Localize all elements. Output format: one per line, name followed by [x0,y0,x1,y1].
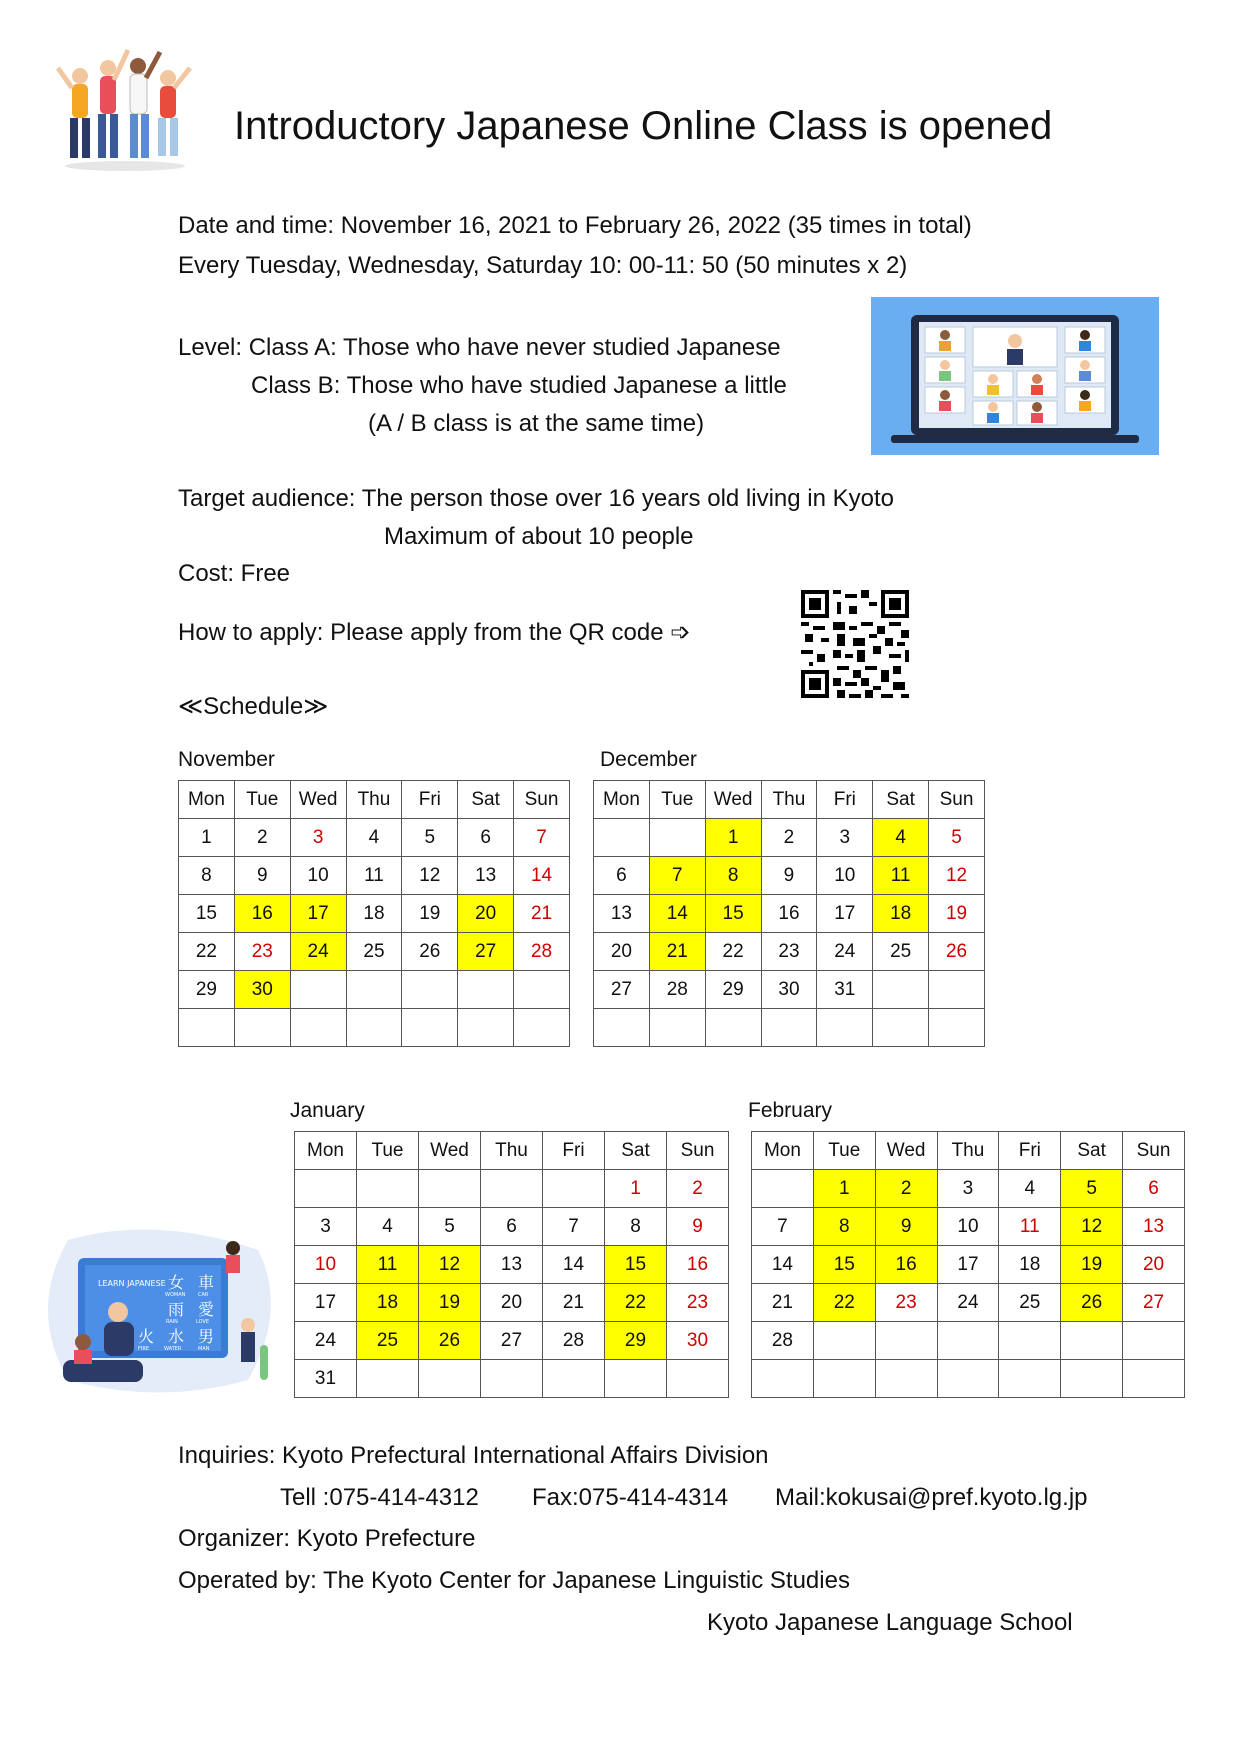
calendar-empty-cell [458,1009,514,1047]
calendar-day: 15 [179,895,235,933]
cost-text: Cost: Free [178,560,291,587]
weekday-header: Mon [295,1132,357,1170]
weekday-header: Mon [594,781,650,819]
calendar-empty-cell [234,1009,290,1047]
calendar-day: 7 [752,1208,814,1246]
weekday-header: Sun [514,781,570,819]
calendar-day: 10 [937,1208,999,1246]
svg-text:CAR: CAR [198,1292,209,1298]
calendar-empty-cell [929,1009,985,1047]
calendar-day: 20 [594,933,650,971]
calendar-empty-cell [705,1009,761,1047]
calendar-november [178,780,570,1047]
calendar-empty-cell [817,1009,873,1047]
calendar-day: 22 [605,1284,667,1322]
target-audience-text: Target audience: The person those over 16 years old living in Kyoto [178,485,894,512]
calendar-week-row [594,933,985,971]
calendar-week-row [295,1208,729,1246]
schedule-heading: ≪Schedule≫ [178,693,329,720]
calendar-day: 6 [481,1208,543,1246]
svg-text:MAN: MAN [198,1346,210,1352]
organizer-text: Organizer: Kyoto Prefecture [178,1525,476,1552]
level-class-a-text: Level: Class A: Those who have never studied Japanese [178,334,781,361]
calendar-week-row [752,1208,1185,1246]
calendar-day: 3 [817,819,873,857]
calendar-day: 16 [761,895,817,933]
calendar-day: 20 [1123,1246,1185,1284]
calendar-empty-cell [346,971,402,1009]
calendar-day: 13 [481,1246,543,1284]
calendar-day: 29 [605,1322,667,1360]
calendar-empty-cell [402,1009,458,1047]
weekday-header: Sun [1123,1132,1185,1170]
page-title: Introductory Japanese Online Class is opened [234,104,1053,148]
calendar-day: 18 [999,1246,1061,1284]
weekday-header: Thu [937,1132,999,1170]
calendar-day: 20 [458,895,514,933]
calendar-day: 5 [402,819,458,857]
calendar-week-row [752,1284,1185,1322]
calendar-day: 18 [357,1284,419,1322]
calendar-day: 27 [481,1322,543,1360]
calendar-day: 12 [1061,1208,1123,1246]
school-name-text: Kyoto Japanese Language School [707,1609,1073,1636]
calendar-day: 8 [813,1208,875,1246]
calendar-day: 12 [402,857,458,895]
calendar-day: 16 [234,895,290,933]
calendar-day: 11 [873,857,929,895]
calendar-day: 21 [543,1284,605,1322]
month-label-february: February [748,1099,833,1122]
calendar-day: 17 [937,1246,999,1284]
calendar-week-row [594,857,985,895]
calendar-day: 24 [295,1322,357,1360]
mail-link[interactable]: Mail:kokusai@pref.kyoto.lg.jp [775,1484,1088,1511]
calendar-empty-cell [649,1009,705,1047]
weekday-header: Sat [873,781,929,819]
calendar-empty-cell [481,1170,543,1208]
calendar-day: 14 [543,1246,605,1284]
calendar-day: 1 [179,819,235,857]
svg-text:WOMAN: WOMAN [165,1292,186,1298]
calendar-empty-cell [761,1009,817,1047]
calendar-day: 28 [543,1322,605,1360]
calendar-empty-cell [752,1360,814,1398]
weekday-header: Tue [813,1132,875,1170]
calendar-day: 17 [295,1284,357,1322]
calendar-day: 3 [295,1208,357,1246]
calendar-day: 21 [752,1284,814,1322]
svg-text:車: 車 [198,1273,215,1292]
calendar-day: 26 [402,933,458,971]
calendar-day: 5 [929,819,985,857]
weekday-header: Mon [752,1132,814,1170]
calendar-day: 26 [929,933,985,971]
calendar-empty-cell [514,1009,570,1047]
calendar-day: 25 [357,1322,419,1360]
calendar-empty-cell [873,1009,929,1047]
calendar-week-row [752,1246,1185,1284]
calendar-day: 14 [752,1246,814,1284]
svg-text:男: 男 [198,1327,215,1346]
calendar-week-row [179,895,570,933]
calendar-day: 28 [649,971,705,1009]
calendar-week-row [179,933,570,971]
calendar-day: 22 [705,933,761,971]
calendar-empty-cell [752,1170,814,1208]
date-time-text: Date and time: November 16, 2021 to February 26, 2022 (35 times in total) [178,212,972,239]
calendar-empty-cell [1061,1360,1123,1398]
calendar-day: 4 [873,819,929,857]
calendar-day: 30 [761,971,817,1009]
fax-text: Fax:075-414-4314 [532,1484,729,1511]
laptop-video-call-illustration [871,297,1159,455]
calendar-empty-cell [1123,1322,1185,1360]
calendar-empty-cell [813,1360,875,1398]
calendar-day: 2 [667,1170,729,1208]
weekday-header: Fri [999,1132,1061,1170]
level-note-text: (A / B class is at the same time) [368,410,705,437]
calendar-day: 19 [402,895,458,933]
weekday-header: Wed [705,781,761,819]
calendar-february [751,1131,1185,1398]
calendar-week-row [752,1360,1185,1398]
svg-text:FIRE: FIRE [138,1346,149,1352]
calendar-day: 19 [929,895,985,933]
calendar-day: 13 [458,857,514,895]
inquiries-text: Inquiries: Kyoto Prefectural International Affairs Division [178,1442,769,1469]
calendar-day: 24 [290,933,346,971]
calendar-day: 18 [873,895,929,933]
calendar-empty-cell [514,971,570,1009]
svg-text:雨: 雨 [168,1300,185,1319]
month-label-december: December [600,748,697,771]
calendar-day: 25 [346,933,402,971]
calendar-empty-cell [290,971,346,1009]
calendar-empty-cell [929,971,985,1009]
weekday-header: Thu [761,781,817,819]
calendar-day: 14 [649,895,705,933]
calendar-day: 30 [234,971,290,1009]
svg-text:RAIN: RAIN [166,1319,178,1325]
calendar-december [593,780,985,1047]
calendar-empty-cell [290,1009,346,1047]
weekday-header: Tue [234,781,290,819]
weekday-header: Tue [649,781,705,819]
calendar-day: 10 [295,1246,357,1284]
calendar-week-row [295,1360,729,1398]
calendar-empty-cell [458,971,514,1009]
group-people-illustration [50,38,200,173]
calendar-day: 7 [649,857,705,895]
calendar-day: 23 [234,933,290,971]
calendar-day: 24 [817,933,873,971]
calendar-week-row [594,1009,985,1047]
how-to-apply-text: How to apply: Please apply from the QR code ➩ [178,619,691,646]
calendar-day: 16 [667,1246,729,1284]
calendar-day: 18 [346,895,402,933]
calendar-day: 19 [419,1284,481,1322]
calendar-day: 31 [817,971,873,1009]
calendar-day: 31 [295,1360,357,1398]
calendar-empty-cell [594,819,650,857]
calendar-empty-cell [1123,1360,1185,1398]
calendar-day: 15 [813,1246,875,1284]
calendar-week-row [594,895,985,933]
calendar-day: 12 [419,1246,481,1284]
calendar-day: 11 [999,1208,1061,1246]
calendar-empty-cell [937,1322,999,1360]
calendar-day: 7 [514,819,570,857]
calendar-week-row [295,1170,729,1208]
calendar-day: 20 [481,1284,543,1322]
calendar-day: 17 [817,895,873,933]
calendar-day: 9 [875,1208,937,1246]
calendar-empty-cell [543,1360,605,1398]
calendar-empty-cell [813,1322,875,1360]
calendar-day: 25 [999,1284,1061,1322]
calendar-day: 25 [873,933,929,971]
calendar-day: 1 [605,1170,667,1208]
calendar-week-row [594,971,985,1009]
calendar-empty-cell [481,1360,543,1398]
calendar-day: 21 [514,895,570,933]
weekday-header: Fri [817,781,873,819]
svg-text:女: 女 [168,1273,185,1292]
calendar-day: 26 [419,1322,481,1360]
calendar-week-row [179,857,570,895]
weekday-header: Sat [1061,1132,1123,1170]
calendar-week-row [594,819,985,857]
calendar-day: 7 [543,1208,605,1246]
schedule-days-text: Every Tuesday, Wednesday, Saturday 10: 00-11: 50 (50 minutes x 2) [178,252,908,279]
weekday-header: Wed [875,1132,937,1170]
weekday-header: Sun [667,1132,729,1170]
svg-text:火: 火 [138,1327,155,1346]
calendar-day: 23 [761,933,817,971]
svg-text:水: 水 [168,1327,185,1346]
weekday-header: Sun [929,781,985,819]
calendar-day: 10 [817,857,873,895]
calendar-day: 4 [346,819,402,857]
weekday-header: Wed [290,781,346,819]
weekday-header: Fri [402,781,458,819]
weekday-header: Thu [346,781,402,819]
calendar-day: 28 [752,1322,814,1360]
weekday-header: Mon [179,781,235,819]
weekday-header: Sat [605,1132,667,1170]
calendar-empty-cell [875,1322,937,1360]
learn-japanese-label: LEARN JAPANESE [98,1279,166,1288]
learn-japanese-illustration [38,1220,282,1402]
calendar-day: 3 [290,819,346,857]
calendar-day: 22 [813,1284,875,1322]
calendar-week-row [179,971,570,1009]
calendar-day: 8 [705,857,761,895]
calendar-empty-cell [357,1360,419,1398]
calendar-empty-cell [999,1360,1061,1398]
calendar-day: 9 [761,857,817,895]
calendar-day: 8 [605,1208,667,1246]
svg-text:LOVE: LOVE [196,1319,210,1325]
calendar-empty-cell [1061,1322,1123,1360]
calendar-empty-cell [419,1360,481,1398]
calendar-day: 27 [1123,1284,1185,1322]
weekday-header: Fri [543,1132,605,1170]
calendar-day: 4 [999,1170,1061,1208]
calendar-day: 11 [357,1246,419,1284]
calendar-empty-cell [649,819,705,857]
calendar-day: 9 [234,857,290,895]
calendar-day: 3 [937,1170,999,1208]
month-label-november: November [178,748,275,771]
weekday-header: Tue [357,1132,419,1170]
calendar-week-row [295,1284,729,1322]
calendar-day: 24 [937,1284,999,1322]
calendar-day: 28 [514,933,570,971]
calendar-day: 11 [346,857,402,895]
calendar-day: 21 [649,933,705,971]
calendar-empty-cell [295,1170,357,1208]
calendar-day: 26 [1061,1284,1123,1322]
calendar-day: 8 [179,857,235,895]
calendar-day: 2 [234,819,290,857]
calendar-day: 13 [1123,1208,1185,1246]
calendar-day: 14 [514,857,570,895]
calendar-day: 5 [419,1208,481,1246]
weekday-header: Thu [481,1132,543,1170]
calendar-day: 6 [594,857,650,895]
calendar-empty-cell [357,1170,419,1208]
weekday-header: Sat [458,781,514,819]
calendar-day: 1 [705,819,761,857]
weekday-header: Wed [419,1132,481,1170]
calendar-week-row [179,819,570,857]
qr-code[interactable] [801,590,909,698]
calendar-day: 2 [761,819,817,857]
calendar-empty-cell [179,1009,235,1047]
svg-text:愛: 愛 [198,1300,215,1319]
calendar-day: 27 [594,971,650,1009]
calendar-empty-cell [605,1360,667,1398]
calendar-empty-cell [419,1170,481,1208]
calendar-day: 22 [179,933,235,971]
calendar-day: 4 [357,1208,419,1246]
calendar-day: 23 [667,1284,729,1322]
calendar-empty-cell [667,1360,729,1398]
calendar-day: 2 [875,1170,937,1208]
calendar-day: 1 [813,1170,875,1208]
calendar-january [294,1131,729,1398]
calendar-week-row [295,1246,729,1284]
calendar-week-row [752,1170,1185,1208]
calendar-day: 13 [594,895,650,933]
calendar-day: 6 [458,819,514,857]
calendar-day: 30 [667,1322,729,1360]
calendar-empty-cell [875,1360,937,1398]
calendar-week-row [179,1009,570,1047]
calendar-day: 23 [875,1284,937,1322]
calendar-day: 27 [458,933,514,971]
calendar-empty-cell [402,971,458,1009]
calendar-day: 15 [705,895,761,933]
calendar-day: 6 [1123,1170,1185,1208]
calendar-day: 19 [1061,1246,1123,1284]
calendar-week-row [295,1322,729,1360]
calendar-day: 12 [929,857,985,895]
calendar-empty-cell [346,1009,402,1047]
svg-text:WATER: WATER [164,1346,182,1352]
month-label-january: January [290,1099,365,1122]
calendar-empty-cell [937,1360,999,1398]
calendar-day: 17 [290,895,346,933]
calendar-day: 29 [179,971,235,1009]
calendar-empty-cell [873,971,929,1009]
calendar-empty-cell [594,1009,650,1047]
calendar-day: 10 [290,857,346,895]
calendar-day: 5 [1061,1170,1123,1208]
maximum-people-text: Maximum of about 10 people [384,523,694,550]
calendar-day: 15 [605,1246,667,1284]
calendar-day: 9 [667,1208,729,1246]
calendar-empty-cell [999,1322,1061,1360]
tell-text: Tell :075-414-4312 [280,1484,479,1511]
operated-by-text: Operated by: The Kyoto Center for Japanese Linguistic Studies [178,1567,850,1594]
level-class-b-text: Class B: Those who have studied Japanese a little [251,372,787,399]
calendar-week-row [752,1322,1185,1360]
calendar-day: 29 [705,971,761,1009]
calendar-empty-cell [543,1170,605,1208]
calendar-day: 16 [875,1246,937,1284]
